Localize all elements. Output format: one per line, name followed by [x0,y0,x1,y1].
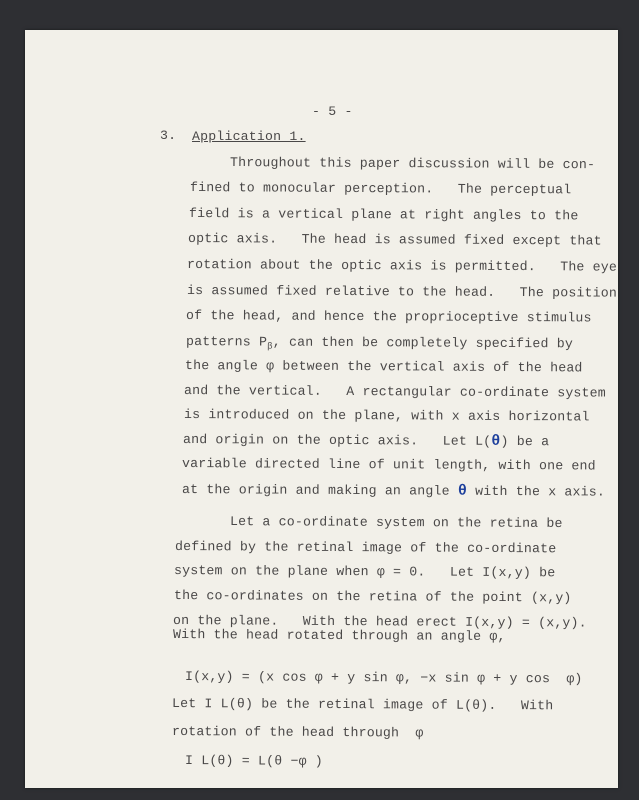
text-line [172,724,424,741]
text-segment: system on the plane when φ = 0. Let I(x,y) be [173,563,556,581]
text-segment: at the origin and making an angle [181,482,458,499]
text-segment: I(x,y) = (x cos φ + y sin φ, −x sin φ + y cos φ) [184,669,583,687]
text-segment: , can then be completely specified by [272,334,574,352]
text-line [183,431,549,450]
text-segment: fined to monocular perception. The perceptual [189,180,572,198]
text-line [230,514,563,531]
section-number: 3. [160,128,177,143]
text-segment: of the head, and hence the proprioceptive stimulus [185,308,592,326]
text-line [184,383,606,401]
handwritten-theta: θ [457,482,468,500]
section-heading: Application 1. [192,129,306,144]
text-segment: is introduced on the plane, with x axis horizontal [183,407,590,425]
text-line [187,257,617,275]
text-line [187,283,617,301]
text-line [189,206,579,223]
text-line [174,588,572,605]
text-line [172,696,553,713]
text-segment: I L(θ) = L(θ −φ ) [184,753,323,769]
text-segment: rotation about the optic axis is permitted. The eye [186,257,618,275]
text-segment: With the head rotated through an angle φ, [172,627,506,645]
text-segment: ) be a [500,433,550,450]
text-segment: defined by the retinal image of the co-ordinate [174,539,557,557]
text-line [173,627,506,644]
text-segment: the angle φ between the vertical axis of the head [184,358,583,376]
text-line [184,407,590,424]
text-segment: optic axis. The head is assumed fixed except that [187,231,602,249]
text-line [185,753,323,769]
text-line [174,563,555,580]
page-number: - 5 - [312,104,353,119]
text-line [186,334,573,353]
text-segment: with the x axis. [467,483,606,500]
text-segment: and origin on the optic axis. Let L( [182,432,492,449]
text-segment: Let a co-ordinate system on the retina be [229,514,563,532]
text-segment: Let I L(θ) be the retinal image of L(θ). With [171,696,554,714]
text-line [185,358,583,375]
text-segment: variable directed line of unit length, with one end [181,456,596,474]
text-segment: and the vertical. A rectangular co-ordinate system [183,383,606,401]
text-segment: β [267,341,273,352]
text-segment: rotation of the head through φ [171,724,424,741]
text-line [185,669,583,686]
text-line [190,180,571,197]
text-line [182,481,605,501]
text-line [188,231,602,249]
text-segment: field is a vertical plane at right angles to the [188,206,579,224]
text-line [186,308,592,325]
text-segment: the co-ordinates on the retina of the point (x,y) [173,588,572,606]
text-segment: on the plane. With the head erect I(x,y) = (x,y). [172,613,587,631]
text-segment: is assumed fixed relative to the head. The position [186,283,618,301]
text-line [230,155,595,172]
text-line [175,539,556,556]
text-line [182,456,596,474]
text-segment: Throughout this paper discussion will be con- [229,155,596,173]
handwritten-theta: θ [491,432,501,450]
text-segment: patterns P [185,334,268,350]
